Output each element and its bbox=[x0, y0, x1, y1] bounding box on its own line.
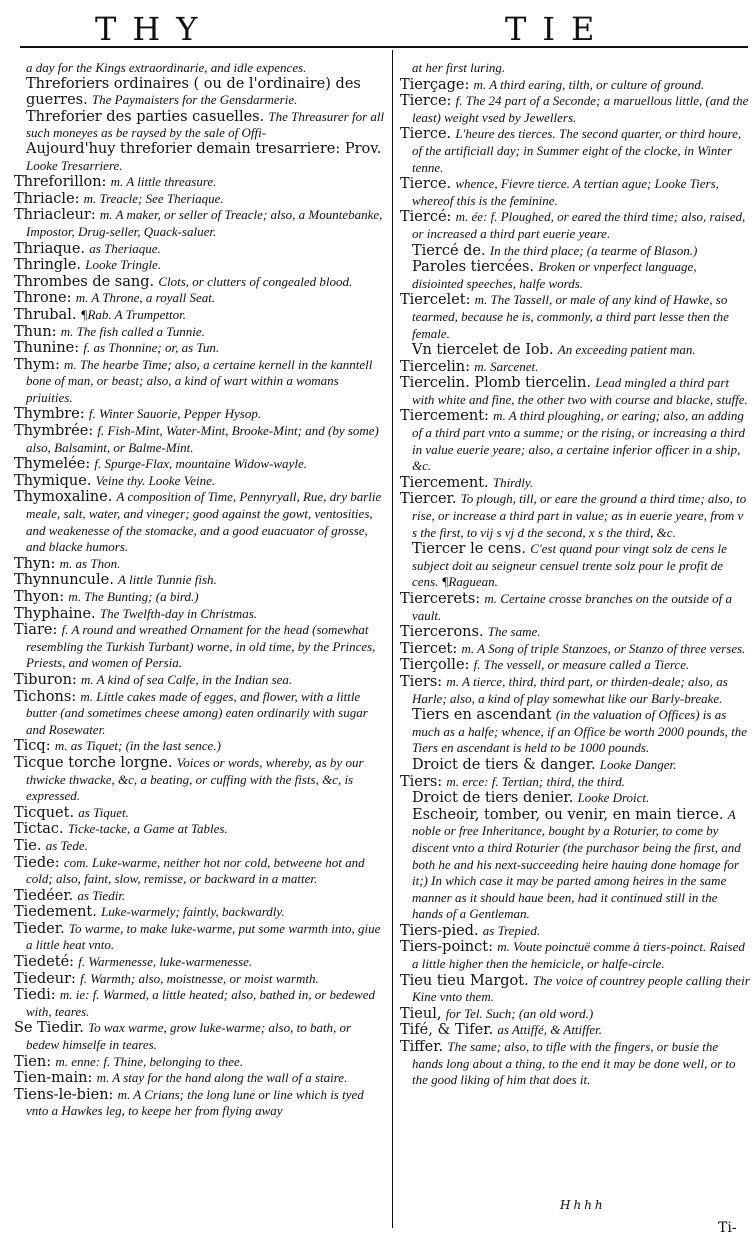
dictionary-entry bbox=[400, 657, 750, 674]
definition: at her first luring. bbox=[412, 60, 506, 75]
headword: Thringle. bbox=[14, 257, 82, 274]
dictionary-entry bbox=[400, 491, 750, 541]
headword: Tiers: bbox=[400, 673, 443, 690]
headword: Tierce: bbox=[400, 93, 452, 110]
headword: Tiedeur: bbox=[14, 970, 76, 987]
headword: Ticquet. bbox=[14, 804, 75, 821]
headword: Tiercement: bbox=[400, 408, 489, 425]
headword: Tiercerons. bbox=[400, 624, 484, 641]
definition: f. The 24 part of a Seconde; a maruellous little, (and the least) weight vsed by Jewellers. bbox=[412, 93, 749, 125]
headword: Tifé, & Tifer. bbox=[400, 1022, 494, 1039]
definition: L'heure des tierces. The second quarter, or third houre, of the artificiall day; in Summer eight of the clocke, in Winter tenne. bbox=[412, 126, 742, 175]
definition: whence, Fievre tierce. A tertian ague; Looke Tiers, whereof this is the feminine. bbox=[412, 176, 719, 208]
headword: Tiercelin. Plomb tiercelin. bbox=[400, 375, 592, 392]
header-right: TIE bbox=[505, 10, 611, 48]
headword: Thriacleur: bbox=[14, 207, 96, 224]
definition: m. A third earing, tilth, or culture of ground. bbox=[473, 76, 705, 92]
dictionary-entry bbox=[14, 755, 386, 805]
headword: Tiedement. bbox=[14, 904, 97, 921]
left-column bbox=[14, 60, 386, 1120]
right-column bbox=[400, 60, 750, 1089]
headword: Ticq: bbox=[14, 738, 51, 755]
definition: m. Sarcenet. bbox=[474, 358, 539, 374]
headword: Thyphaine. bbox=[14, 605, 96, 622]
dictionary-entry bbox=[14, 241, 386, 258]
definition: A composition of Time, Pennyryall, Rue, dry barlie meale, salt, water, and vineger; good against the gowt, ventosities, and weakenesse of the stomacke, and a good euacuator of grosse, and blacke humors. bbox=[26, 489, 382, 555]
dictionary-entry bbox=[400, 243, 750, 260]
definition: f. as Thonnine; or, as Tun. bbox=[83, 340, 220, 356]
definition: Thirdly. bbox=[492, 474, 534, 490]
headword: Ticque torche lorgne. bbox=[14, 754, 173, 771]
dictionary-entry bbox=[14, 77, 386, 109]
definition: for Tel. Such; (an old word.) bbox=[445, 1005, 594, 1021]
definition: Looke Tringle. bbox=[85, 257, 162, 273]
headword: Vn tiercelet de Iob. bbox=[412, 342, 554, 359]
headword: Thymique. bbox=[14, 472, 92, 489]
dictionary-entry bbox=[14, 423, 386, 456]
definition: com. Luke-warme, neither hot nor cold, betweene hot and cold; also, faint, slow, remisse, or backward in a matter. bbox=[26, 854, 365, 887]
definition: m. A tierce, third, third part, or thirden-deale; also, as Harle; also, a kind of play somewhat like our Barly-breake. bbox=[412, 673, 728, 706]
definition: f. Winter Sauorie, Pepper Hysop. bbox=[88, 406, 262, 422]
definition: The same. bbox=[487, 624, 541, 640]
running-header bbox=[0, 4, 755, 48]
dictionary-entry bbox=[400, 641, 750, 658]
definition: A little Tunnie fish. bbox=[118, 572, 217, 588]
headword: Tierce. bbox=[400, 176, 452, 193]
dictionary-entry bbox=[14, 1087, 386, 1120]
dictionary-entry bbox=[14, 622, 386, 672]
header-left: THY bbox=[95, 10, 214, 48]
headword: Tiedi: bbox=[14, 987, 56, 1004]
dictionary-entry bbox=[14, 589, 386, 606]
dictionary-entry bbox=[400, 1039, 750, 1089]
dictionary-entry bbox=[14, 406, 386, 423]
definition: (in the valuation of Offices) is as much as a halfe; whence, if an Office be worth 2000 pounds, the Tiers en ascendant is held to be 1000 pounds. bbox=[412, 707, 748, 756]
definition: m. as Tiquet; (in the last sence.) bbox=[54, 738, 221, 754]
headword: Tien: bbox=[14, 1053, 52, 1070]
definition: ¶Rab. A Trumpettor. bbox=[80, 306, 186, 322]
headword: Thyn: bbox=[14, 555, 56, 572]
definition: m. The Bunting; (a bird.) bbox=[68, 589, 199, 604]
headword: Tichons: bbox=[14, 688, 77, 705]
definition: m. enne: f. Thine, belonging to thee. bbox=[55, 1053, 244, 1069]
definition: The Twelfth-day in Christmas. bbox=[99, 605, 258, 621]
catchword: Ti- bbox=[718, 1220, 737, 1236]
dictionary-entry bbox=[14, 904, 386, 921]
dictionary-entry bbox=[14, 324, 386, 341]
headword: Tiercer. bbox=[400, 491, 457, 508]
dictionary-entry bbox=[400, 359, 750, 376]
dictionary-entry bbox=[14, 257, 386, 274]
definition: as Tiedir. bbox=[77, 887, 126, 903]
dictionary-entry bbox=[14, 307, 386, 324]
dictionary-entry bbox=[14, 109, 386, 142]
headword: Tiede: bbox=[14, 854, 60, 871]
headword: Tiedéer. bbox=[14, 887, 74, 904]
headword: Tiercet: bbox=[400, 640, 458, 657]
dictionary-entry bbox=[400, 342, 750, 359]
definition: m. A Song of triple Stanzoes, or Stanzo of three verses. bbox=[461, 640, 746, 656]
headword: Droict de tiers & danger. bbox=[412, 756, 596, 773]
headword: Escheoir, tomber, ou venir, en main tierce. bbox=[412, 806, 724, 823]
definition: In the third place; (a tearme of Blason.) bbox=[489, 242, 698, 258]
headword: Tiercer le cens. bbox=[412, 541, 526, 558]
definition: Ticke-tacke, a Game at Tables. bbox=[67, 821, 228, 837]
definition: as Attiffé, & Attiffer. bbox=[497, 1022, 603, 1038]
headword: Thrombes de sang. bbox=[14, 273, 155, 290]
definition: Broken or vnperfect language, disiointed speeches, halfe words. bbox=[412, 259, 697, 291]
dictionary-entry bbox=[14, 821, 386, 838]
definition: m. as Thon. bbox=[59, 555, 121, 571]
headword: Thun: bbox=[14, 323, 57, 340]
definition: Clots, or clutters of congealed blood. bbox=[158, 273, 353, 289]
dictionary-entry bbox=[400, 591, 750, 624]
headword: Tiers: bbox=[400, 773, 443, 790]
definition: f. Spurge-Flax, mountaine Widow-wayle. bbox=[94, 456, 307, 472]
dictionary-entry bbox=[14, 689, 386, 739]
dictionary-entry bbox=[14, 606, 386, 623]
definition: Luke-warmely; faintly, backwardly. bbox=[101, 904, 285, 920]
dictionary-entry bbox=[14, 572, 386, 589]
definition: m. A Throne, a royall Seat. bbox=[75, 290, 216, 306]
dictionary-entry bbox=[14, 738, 386, 755]
headword: Tiare: bbox=[14, 622, 58, 639]
definition: The same; also, to tifle with the fingers, or busie the hands long about a thing, to the end it may be done well, or to the good liking of him that does it. bbox=[412, 1039, 736, 1088]
dictionary-entry bbox=[14, 142, 386, 174]
dictionary-entry bbox=[14, 191, 386, 208]
definition: m. The hearbe Time; also, a certaine kernell in the kanntell bone of man, or beast; also, a kind of wart within a womans priuities. bbox=[26, 356, 373, 405]
headword: Droict de tiers denier. bbox=[412, 790, 574, 807]
headword: Tie. bbox=[14, 837, 42, 854]
dictionary-entry bbox=[400, 807, 750, 923]
definition: m. erce: f. Tertian; third, the third. bbox=[446, 773, 625, 789]
dictionary-entry bbox=[14, 954, 386, 971]
headword: Paroles tiercées. bbox=[412, 259, 534, 276]
dictionary-entry bbox=[14, 1020, 386, 1053]
definition: Looke Droict. bbox=[577, 790, 650, 806]
definition: f. The vessell, or measure called a Tierce. bbox=[473, 657, 690, 673]
headword: Tierce. bbox=[400, 126, 452, 143]
headword: Tiedeté: bbox=[14, 954, 75, 971]
headword: Tiers-pied. bbox=[400, 922, 479, 939]
definition: m. Treacle; See Theriaque. bbox=[83, 190, 224, 206]
dictionary-entry bbox=[14, 838, 386, 855]
dictionary-entry bbox=[14, 971, 386, 988]
dictionary-entry bbox=[14, 174, 386, 191]
dictionary-entry bbox=[400, 126, 750, 176]
dictionary-entry bbox=[14, 473, 386, 490]
definition: f. A round and wreathed Ornament for the head (somewhat resembling the Turkish Turbant) worne, in old time, by the Princes, Priests, and women of Persia. bbox=[26, 622, 376, 671]
headword: Aujourd'huy threforier demain tresarriere: Prov. bbox=[26, 140, 382, 157]
dictionary-entry bbox=[14, 855, 386, 888]
dictionary-entry bbox=[14, 1070, 386, 1087]
definition: m. The fish called a Tunnie. bbox=[60, 323, 205, 339]
definition: m. ie: f. Warmed, a little heated; also, bathed in, or bedewed with, teares. bbox=[26, 987, 375, 1019]
definition: as Theriaque. bbox=[89, 240, 161, 256]
definition: The voice of countrey people calling their Kine vnto them. bbox=[412, 972, 750, 1005]
dictionary-entry bbox=[400, 292, 750, 342]
definition: f. Fish-Mint, Water-Mint, Brooke-Mint; and (by some) also, Balsamint, or Balme-Mint. bbox=[26, 423, 379, 455]
dictionary-entry bbox=[14, 290, 386, 307]
headword: Threforillon: bbox=[14, 174, 107, 191]
definition: m. A maker, or seller of Treacle; also, a Mountebanke, Impostor, Drug-seller, Quack-saluer. bbox=[26, 207, 383, 239]
headword: Thriaque. bbox=[14, 240, 86, 257]
headword: Tieul, bbox=[400, 1005, 442, 1022]
headword: Thynnuncule. bbox=[14, 572, 114, 589]
dictionary-entry bbox=[400, 973, 750, 1006]
dictionary-entry bbox=[14, 921, 386, 954]
definition: Lead mingled a third part with white and fine, the other two with course and blacke, stuffe. bbox=[412, 375, 748, 407]
dictionary-entry bbox=[400, 77, 750, 94]
dictionary-entry bbox=[400, 209, 750, 242]
dictionary-entry bbox=[400, 176, 750, 209]
dictionary-entry bbox=[14, 456, 386, 473]
definition: The Paymaisters for the Gensdarmerie. bbox=[91, 92, 298, 108]
headword: Tiercé de. bbox=[412, 242, 486, 259]
headword: Tiercelet: bbox=[400, 292, 471, 309]
headword: Throne: bbox=[14, 290, 72, 307]
definition: m. A kind of sea Calfe, in the Indian sea. bbox=[81, 671, 293, 687]
definition: a day for the Kings extraordinarie, and idle expences. bbox=[26, 60, 307, 75]
dictionary-entry bbox=[400, 60, 750, 77]
headword: Thymbre: bbox=[14, 406, 85, 423]
definition: m. Certaine crosse branches on the outside of a vault. bbox=[412, 591, 732, 623]
headword: Thrubal. bbox=[14, 306, 77, 323]
definition: m. A third ploughing, or earing; also, an adding of a third part vnto a summe; or the rising, or increasing a third in value euerie yeare; also, a certaine inferior officer in a ship, &c. bbox=[412, 408, 745, 474]
headword: Tieder. bbox=[14, 920, 65, 937]
dictionary-entry bbox=[14, 340, 386, 357]
dictionary-entry bbox=[400, 774, 750, 791]
headword: Thunine: bbox=[14, 340, 80, 357]
dictionary-entry bbox=[14, 556, 386, 573]
dictionary-entry bbox=[400, 674, 750, 707]
headword: Tiercelin: bbox=[400, 358, 471, 375]
dictionary-entry bbox=[400, 624, 750, 641]
definition: m. A little threasure. bbox=[110, 174, 217, 190]
definition: The Threasurer for all such moneyes as be raysed by the sale of Offi- bbox=[26, 108, 385, 141]
definition: m. Little cakes made of egges, and flower, with a little butter (and sometimes cheese among) eaten ordinarily with sugar and Rosewater. bbox=[26, 688, 368, 737]
dictionary-entry bbox=[400, 259, 750, 292]
dictionary-entry bbox=[14, 805, 386, 822]
headword: Tiffer. bbox=[400, 1039, 444, 1056]
headword: Tien-main: bbox=[14, 1070, 93, 1087]
dictionary-entry bbox=[14, 489, 386, 555]
dictionary-entry bbox=[14, 888, 386, 905]
headword: Tiercé: bbox=[400, 209, 452, 226]
signature-mark: Hhhh bbox=[560, 1198, 606, 1212]
dictionary-entry bbox=[400, 707, 750, 757]
dictionary-entry bbox=[400, 475, 750, 492]
definition: as Tiquet. bbox=[78, 804, 129, 820]
definition: A noble or free Inheritance, bought by a Roturier, to come by discent vnto a third Roturier (the purchasor being the first, and both he and his next-succeeding heire hauing done homage for it;) In which case it may be parted among heires in the same manner as it should haue been, had it continued still in the hands of a Gentleman. bbox=[412, 806, 741, 922]
definition: To plough, till, or eare the ground a third time; also, to rise, or increase a third part in value; as in euerie yeare, from v s the first, to vij s vj d the second, x s the third, &c. bbox=[412, 491, 747, 540]
dictionary-entry bbox=[400, 1006, 750, 1023]
headword: Thyon: bbox=[14, 589, 65, 605]
headword: Tieu tieu Margot. bbox=[400, 972, 529, 989]
headword: Thriacle: bbox=[14, 190, 80, 207]
dictionary-entry bbox=[14, 1054, 386, 1071]
headword: Thymelée: bbox=[14, 456, 91, 473]
definition: Looke Tresarriere. bbox=[26, 157, 123, 173]
definition: Voices or words, whereby, as by our thwicke thwacke, &c, a beating, or cuffing with the fists, &c, is expressed. bbox=[26, 754, 364, 804]
definition: m. ée: f. Ploughed, or eared the third time; also, raised, or increased a third part euerie yeare. bbox=[412, 209, 746, 241]
headword: Tiers en ascendant bbox=[412, 707, 552, 724]
definition: C'est quand pour vingt solz de cens le subject doit au seigneur censuel trente solz pour le profit de cens. ¶Raguean. bbox=[412, 541, 727, 590]
dictionary-entry bbox=[400, 375, 750, 408]
headword: Thymbrée: bbox=[14, 423, 94, 440]
dictionary-entry bbox=[14, 60, 386, 77]
dictionary-entry bbox=[14, 207, 386, 240]
definition: An exceeding patient man. bbox=[557, 342, 696, 358]
headword: Tiercement. bbox=[400, 474, 489, 491]
dictionary-entry bbox=[400, 939, 750, 972]
definition: as Trepied. bbox=[482, 922, 541, 938]
header-rule bbox=[20, 46, 748, 48]
definition: To warme, to make luke-warme, put some warmth into, giue a little heat vnto. bbox=[26, 920, 381, 953]
dictionary-entry bbox=[400, 923, 750, 940]
dictionary-entry bbox=[400, 408, 750, 474]
definition: m. A stay for the hand along the wall of a staire. bbox=[96, 1070, 348, 1086]
definition: Looke Danger. bbox=[599, 756, 677, 772]
headword: Thym: bbox=[14, 356, 60, 373]
headword: Se Tiedir. bbox=[14, 1020, 84, 1037]
headword: Tierçolle: bbox=[400, 657, 470, 674]
definition: m. The Tassell, or male of any kind of Hawke, so tearmed, because he is, commonly, a third part lesse then the female. bbox=[412, 292, 729, 341]
definition: m. Voute poinctuë comme à tiers-poinct. Raised a little higher then the hemicicle, or halfe-circle. bbox=[412, 939, 745, 972]
dictionary-entry bbox=[14, 987, 386, 1020]
headword: Tictac. bbox=[14, 821, 64, 838]
headword: Tierçage: bbox=[400, 76, 470, 93]
dictionary-entry bbox=[14, 357, 386, 407]
definition: as Tede. bbox=[45, 837, 88, 853]
dictionary-entry bbox=[400, 757, 750, 774]
definition: f. Warmth; also, moistnesse, or moist warmth. bbox=[80, 970, 319, 986]
headword: Thymoxaline. bbox=[14, 489, 113, 506]
dictionary-entry bbox=[400, 790, 750, 807]
headword: Tiercerets: bbox=[400, 591, 481, 607]
definition: f. Warmenesse, luke-warmenesse. bbox=[78, 954, 253, 970]
definition: To wax warme, grow luke-warme; also, to bath, or bedew himselfe in teares. bbox=[26, 1020, 352, 1053]
dictionary-entry bbox=[400, 1022, 750, 1039]
headword: Tiburon: bbox=[14, 671, 77, 688]
headword: Threforier des parties casuelles. bbox=[26, 108, 265, 125]
dictionary-entry bbox=[400, 541, 750, 591]
headword: Threforiers ordinaires ( ou de l'ordinaire) des guerres. bbox=[26, 75, 361, 109]
headword: Tiers-poinct: bbox=[400, 939, 493, 956]
definition: Veine thy. Looke Veine. bbox=[95, 472, 216, 488]
dictionary-entry bbox=[14, 672, 386, 689]
column-divider bbox=[392, 50, 393, 1228]
dictionary-entry bbox=[400, 93, 750, 126]
headword: Tiens-le-bien: bbox=[14, 1086, 114, 1103]
definition: m. A Crians; the long lune or line which is tyed vnto a Hawkes leg, to keepe her from flying away bbox=[26, 1086, 364, 1119]
dictionary-entry bbox=[14, 274, 386, 291]
